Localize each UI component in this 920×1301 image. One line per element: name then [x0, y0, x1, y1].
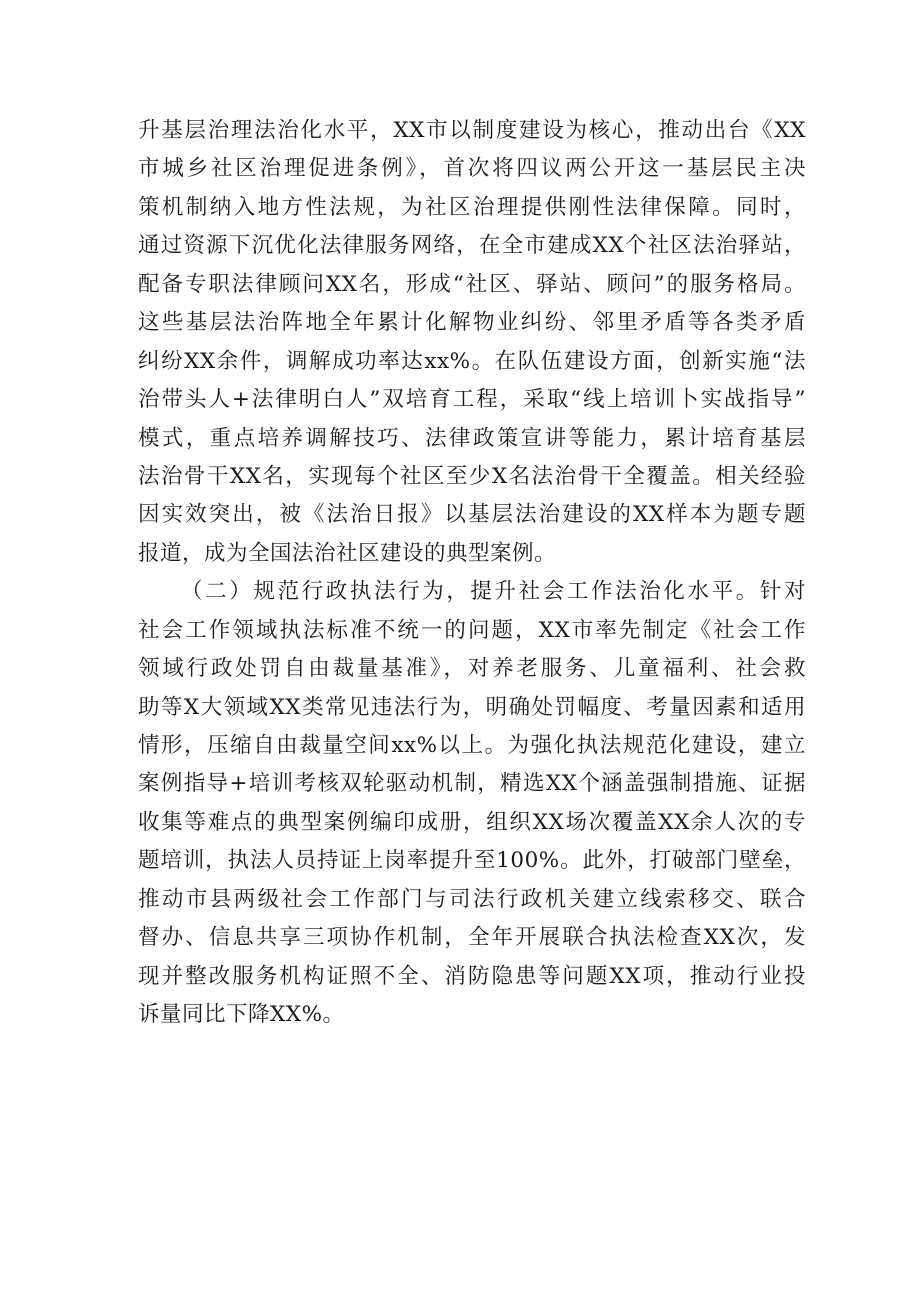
text-line: 因实效突出，被《法治日报》以基层法治建设的XX样本为题专题 — [138, 502, 806, 528]
document-body — [138, 112, 806, 1035]
text-line: 通过资源下沉优化法律服务网络，在全市建成XX个社区法治驿站， — [138, 233, 806, 259]
text-line: 策机制纳入地方性法规，为社区治理提供刚性法律保障。同时， — [138, 194, 806, 220]
section-heading-line: （二）规范行政执法行为，提升社会工作法治化水平。针对 — [181, 579, 806, 605]
text-line: 法治骨干XX名，实现每个社区至少X名法治骨干全覆盖。相关经验 — [138, 463, 806, 489]
text-line: 纠纷XX余件，调解成功率达xx%。在队伍建设方面，创新实施“法 — [138, 348, 806, 374]
text-line: 题培训，执法人员持证上岗率提升至100%。此外，打破部门壁垒， — [138, 848, 806, 874]
text-line: 治带头人+法律明白人”双培育工程，采取“线上培训卜实战指导” — [138, 387, 806, 413]
text-line: 现并整改服务机构证照不全、消防隐患等问题XX项，推动行业投 — [138, 963, 806, 989]
text-line: 市城乡社区治理促进条例》，首次将四议两公开这一基层民主决 — [138, 156, 806, 182]
text-line: 报道，成为全国法治社区建设的典型案例。 — [138, 540, 557, 566]
text-line: 社会工作领域执法标准不统一的问题，XX市率先制定《社会工作 — [138, 617, 806, 643]
text-line: 督办、信息共享三项协作机制，全年开展联合执法检查XX次，发 — [138, 925, 806, 951]
text-line: 这些基层法治阵地全年累计化解物业纠纷、邻里矛盾等各类矛盾 — [138, 310, 806, 336]
text-line: 模式，重点培养调解技巧、法律政策宣讲等能力，累计培育基层 — [138, 425, 806, 451]
text-line: 升基层治理法治化水平，XX市以制度建设为核心，推动出台《XX — [138, 118, 806, 143]
text-line: 诉量同比下降XX%。 — [138, 1002, 345, 1028]
text-line: 助等X大领域XX类常见违法行为，明确处罚幅度、考量因素和适用 — [138, 694, 806, 720]
text-line: 收集等难点的典型案例编印成册，组织XX场次覆盖XX余人次的专 — [138, 809, 806, 835]
text-line: 案例指导+培训考核双轮驱动机制，精选XX个涵盖强制措施、证据 — [138, 771, 806, 797]
text-line: 推动市县两级社会工作部门与司法行政机关建立线索移交、联合 — [138, 886, 806, 912]
text-line: 配备专职法律顾问XX名，形成“社区、驿站、顾问”的服务格局。 — [138, 271, 806, 297]
text-line: 情形，压缩自由裁量空间xx%以上。为强化执法规范化建设，建立 — [138, 733, 806, 758]
text-line: 领域行政处罚自由裁量基准》，对养老服务、儿童福利、社会救 — [138, 656, 806, 682]
